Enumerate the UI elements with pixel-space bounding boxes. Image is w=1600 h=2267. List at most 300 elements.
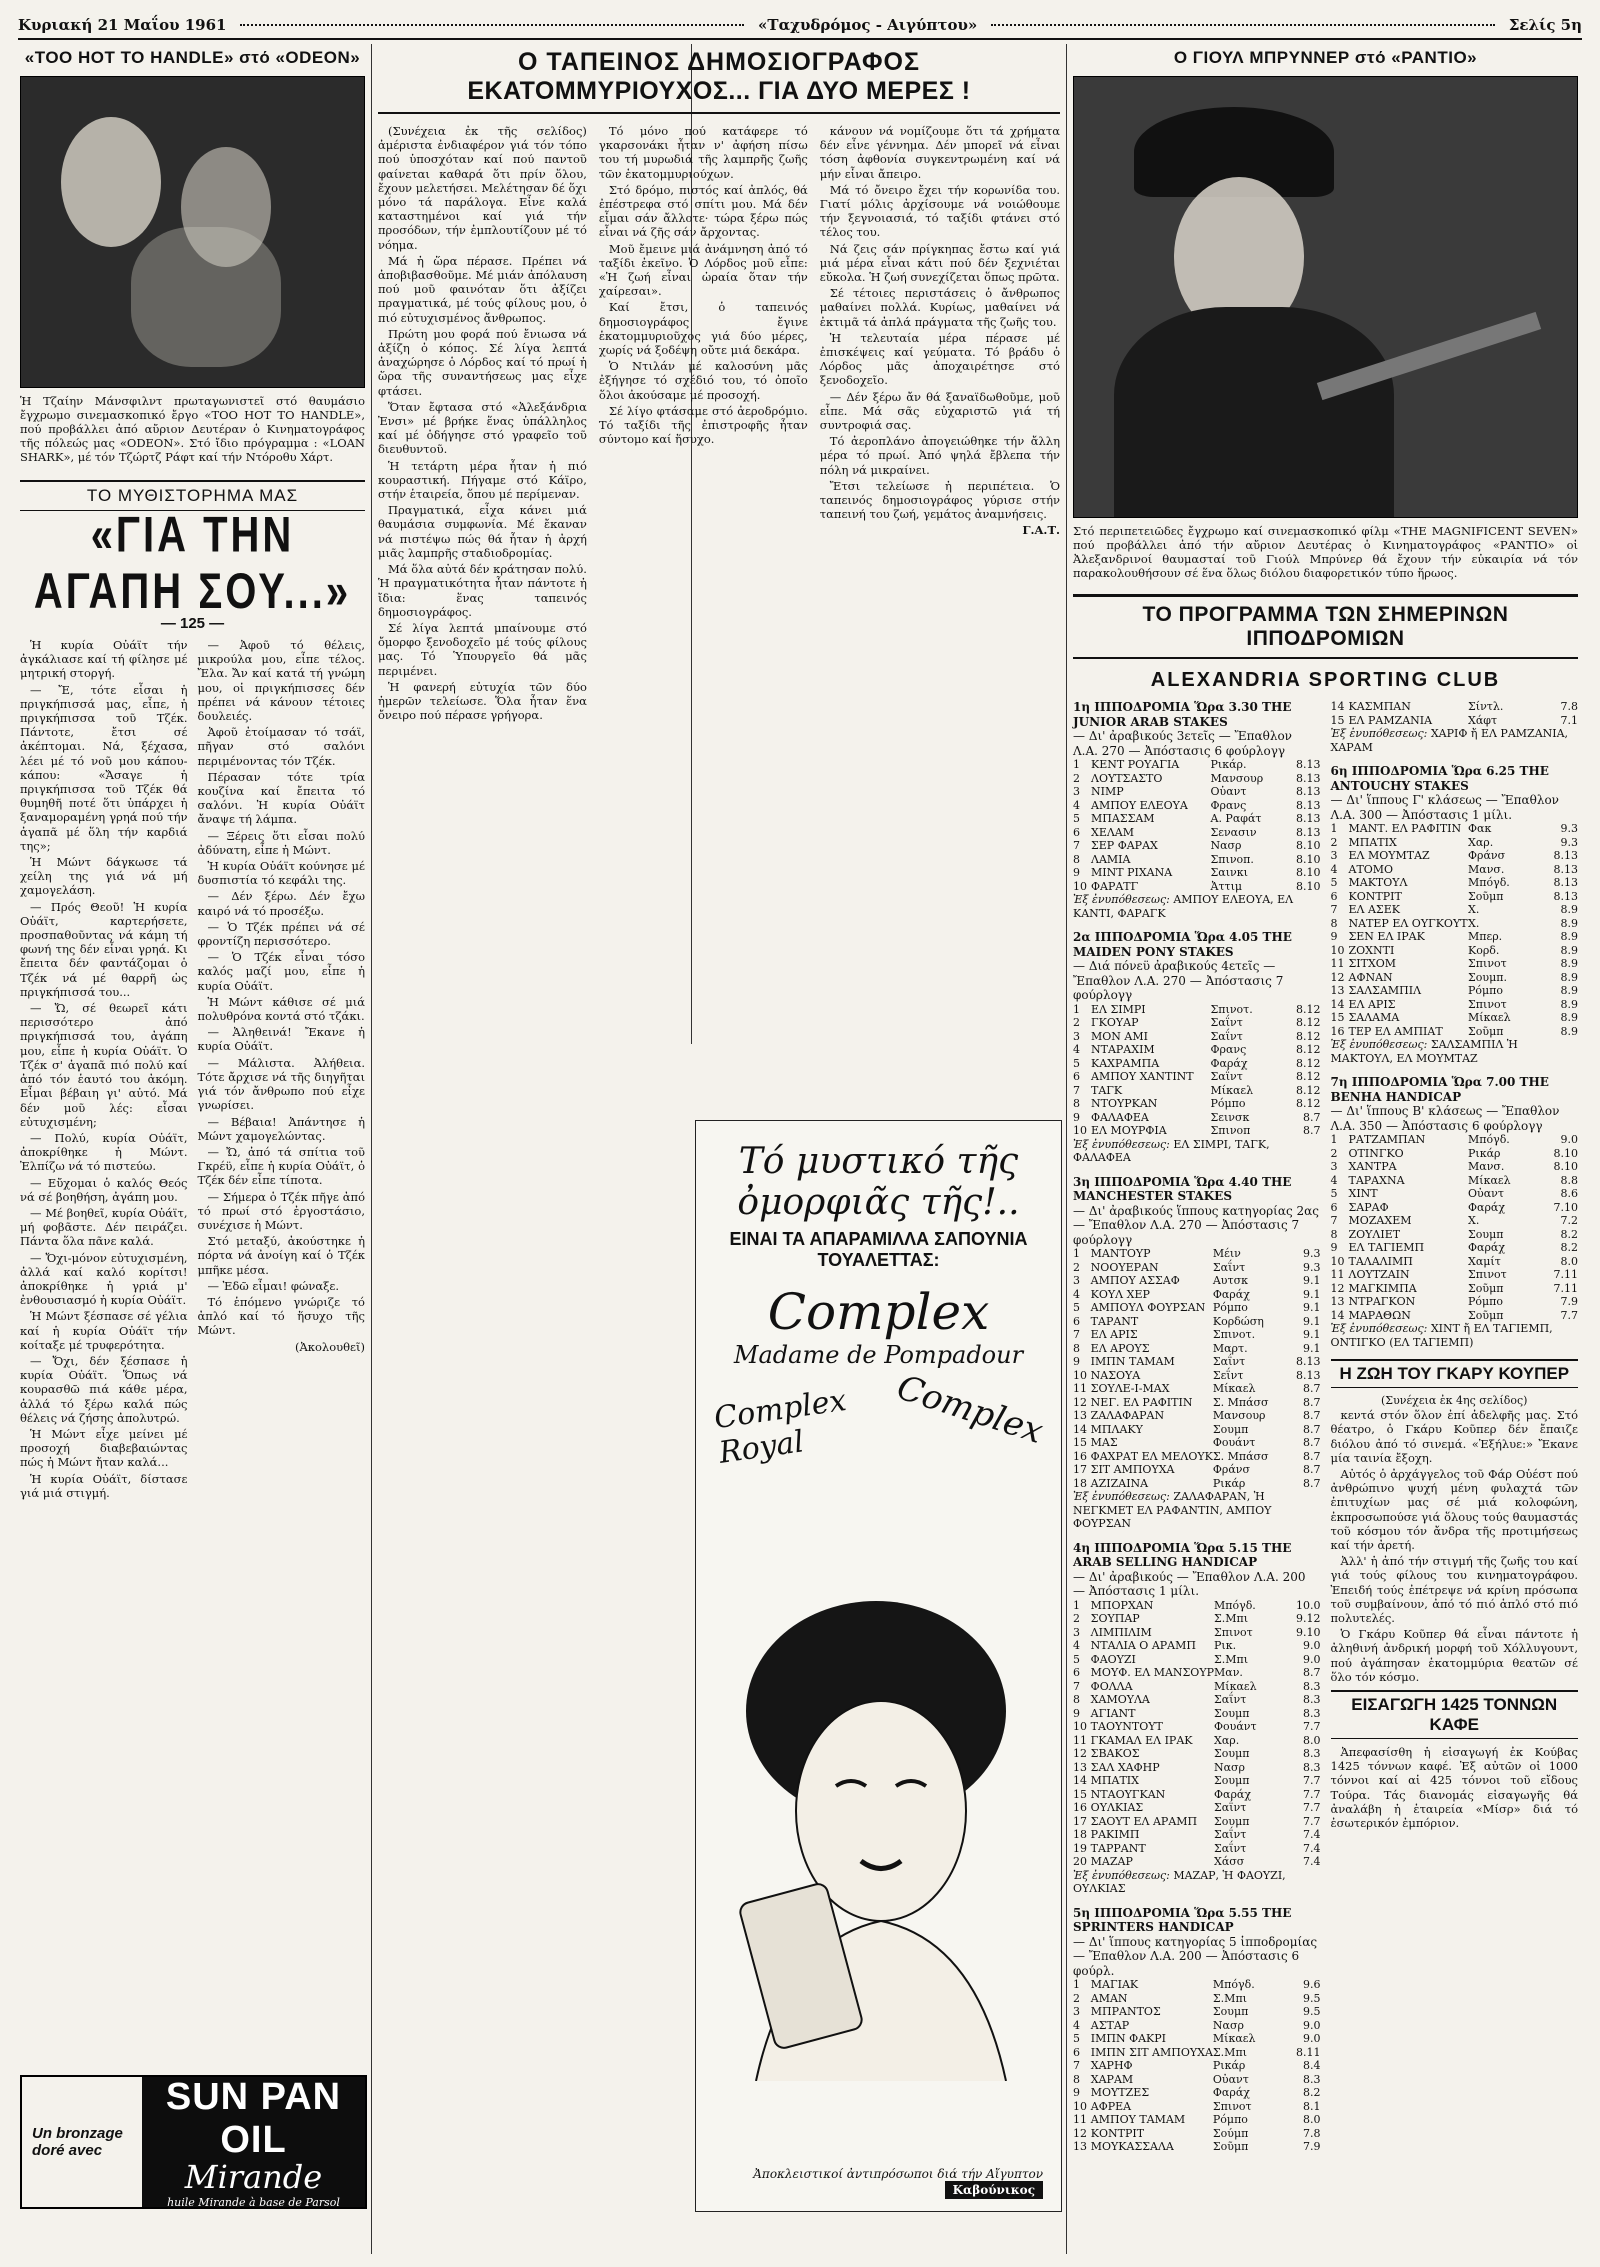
- favorites-value: ΑΜΠΟΥ ΕΛΕΟΥΑ, ΕΛ ΚΑΝΤΙ, ΦΑΡΑΓΚ: [1073, 893, 1294, 920]
- jockey-name: Ρόμπο: [1210, 1097, 1246, 1110]
- races-right-list: [1331, 700, 1579, 1349]
- race-entry-row: [1073, 1043, 1321, 1057]
- horse-name: ΙΜΠΝ ΣΙΤ ΑΜΠΟΥΧΑ: [1090, 2045, 1213, 2059]
- entry-number: 5: [1073, 1652, 1080, 1666]
- jockey-name: Μπόγδ.: [1214, 1598, 1256, 1612]
- serial-paragraph: Ἡ κυρία Οὐάϊτ, δίστασε γιά μιά στιγμή.: [20, 1471, 188, 1500]
- favorites-label: Ἐξ ἐνυπόθεσεως:: [1073, 893, 1174, 906]
- race-entry-row: [1331, 1133, 1579, 1147]
- race-entry-row: [1331, 1228, 1579, 1242]
- race-entries: [1073, 1599, 1321, 1869]
- story-paragraph: Ἡ φανερή εὐτυχία τῶν δύο ἡμερῶν τελείωσε. Ὅλα ἦταν ἕνα ὄνειρο πού πέρασε γρήγορα.: [378, 679, 587, 723]
- race-entry-row: [1073, 1247, 1321, 1261]
- jockey-name: Μίκαελ: [1468, 1173, 1511, 1187]
- jockey-name: Αυτσκ: [1212, 1274, 1248, 1287]
- weight: 7.11: [1553, 1268, 1578, 1281]
- entry-number: 20: [1073, 1855, 1087, 1868]
- race-entry-row: [1073, 2059, 1321, 2073]
- race-entry-row: [1073, 1450, 1321, 1464]
- weight: 8.9: [1560, 916, 1578, 930]
- race-card: [1331, 700, 1579, 754]
- main-story: [378, 48, 1060, 1124]
- jockey-name: Σενασιν: [1210, 825, 1257, 839]
- race-entry-row: [1331, 1160, 1579, 1174]
- column-rule: [1066, 44, 1067, 2254]
- jockey-name: Σοῦμπ: [1468, 889, 1504, 903]
- weight: 8.10: [1296, 852, 1321, 866]
- race-entry-row: [1073, 1815, 1321, 1829]
- favorites-value: ΜΑΖΑΡ, Ἡ ΦΑΟΥΖΙ, ΟΥΛΚΙΑΣ: [1073, 1868, 1286, 1895]
- jockey-name: Φαράχ: [1212, 1287, 1250, 1301]
- story-paragraph: Πραγματικά, εἶχα κάνει μιά θαυμάσια συμφωνία. Μέ ἔκαναν νά πιστέψω πώς θά ἦταν ἡ ἀρχή μιᾶς λαμπρῆς σταδιοδρομίας.: [378, 503, 587, 560]
- race-entry-row: [1073, 1463, 1321, 1477]
- jockey-name: Σίντλ.: [1468, 700, 1504, 713]
- weight: 8.7: [1303, 1409, 1321, 1422]
- jockey-name: Σαΐντ: [1214, 1693, 1247, 1706]
- horse-name: ΝΤΑΛΙΑ Ο ΑΡΑΜΠ: [1090, 1639, 1196, 1652]
- horse-name: ΑΜΠΟΥ ΧΑΝΤΙΝΤ: [1091, 1070, 1194, 1083]
- jockey-name: Α. Ραφάτ: [1210, 812, 1262, 825]
- serial-body: [20, 638, 365, 1768]
- main-headline: [378, 48, 1060, 114]
- horse-name: ΕΛ ΑΡΙΣ: [1090, 1328, 1138, 1341]
- entry-number: 7: [1330, 903, 1338, 916]
- race-entry-row: [1331, 1174, 1579, 1188]
- race-entry-row: [1073, 2127, 1321, 2141]
- race-entry-row: [1073, 2140, 1321, 2154]
- story-paragraph: Καί ἔτσι, ὁ ταπεινός δημοσιογράφος ἔγινε ἑκατομμυριοῦχος γιά δύο μέρες, χωρίς νά ξοδέψη οὔτε μιά δεκάρα.: [598, 300, 808, 358]
- horse-name: ΑΜΠΟΥΛ ΦΟΥΡΣΑΝ: [1090, 1301, 1206, 1314]
- weight: 8.0: [1560, 1254, 1578, 1268]
- jockey-name: Σ.Μπι: [1214, 1612, 1249, 1625]
- entry-number: 3: [1073, 785, 1080, 798]
- weight: 7.4: [1303, 1855, 1321, 1868]
- horse-name: ΑΤΟΜΟ: [1348, 862, 1394, 876]
- serial-continued: (Ἀκολουθεῖ): [295, 1339, 365, 1354]
- horse-name: ΚΑΣΜΠΑΝ: [1348, 700, 1411, 713]
- horse-name: ΤΑΟΥΝΤΟΥΤ: [1090, 1720, 1163, 1733]
- weight: 8.13: [1296, 812, 1321, 825]
- ad-brand: SUN PAN OIL: [165, 2075, 342, 2161]
- weight: 8.9: [1560, 943, 1578, 957]
- horse-name: ΚΑΧΡΑΜΠΑ: [1091, 1056, 1160, 1070]
- race-entry-row: [1073, 1070, 1321, 1084]
- favorites-value: ΧΙΝΤ ἤ ΕΛ ΤΑΓΙΕΜΠ, ΟΝΤΙΓΚΟ (ΕΛ ΤΑΓΙΕΜΠ): [1330, 1322, 1553, 1349]
- weight: 8.9: [1560, 1011, 1578, 1024]
- weight: 8.2: [1560, 1227, 1578, 1241]
- odeon-caption: Ἡ Τζαίην Μάνσφιλντ πρωταγωνιστεῖ στό θαυμάσιο ἔγχρωμο σινεμασκοπικό ἔργο «TOO HOT TO HANDLE», πού προβάλλει ἀπό αὔριον Δευτέραν ὁ Κινηματογράφος τῆς πόλεώς μας «ODEON». Στό ἴδιο πρόγραμμα : «LOAN SHARK», μέ τόν Τζώρτζ Ράφτ καί τήν Ντόροθυ Χάρτ.: [20, 394, 365, 464]
- horse-name: ΜΑΝΤ. ΕΛ ΡΑΦΙΤΙΝ: [1348, 822, 1462, 835]
- weight: 8.1: [1303, 2099, 1321, 2113]
- gary-cooper-body: [1331, 1408, 1579, 1684]
- race-entry-row: [1331, 700, 1579, 714]
- entry-number: 8: [1073, 852, 1080, 866]
- entry-number: 1: [1330, 1133, 1338, 1146]
- column-1: [20, 48, 365, 1768]
- horse-name: ΧΙΝΤ: [1348, 1187, 1378, 1200]
- weight: 8.13: [1296, 771, 1321, 785]
- jockey-name: Σούμπ: [1212, 2126, 1249, 2140]
- weight: 7.8: [1303, 2126, 1321, 2140]
- radio-headline: Ο ΓΙΟΥΛ ΜΠΡΥΝΝΕΡ στό «ΡΑΝΤΙΟ»: [1173, 48, 1478, 67]
- horse-name: ΜΠΑΣΣΑΜ: [1091, 812, 1155, 825]
- jockey-name: Φράνσ: [1468, 849, 1506, 862]
- race-entry-row: [1073, 1788, 1321, 1802]
- story-paragraph: Μά τό ὄνειρο ἔχει τήν κορωνίδα του. Γιατί μόλις ἀρχίσουμε νά νοιώθουμε τήν ξεγνοιασιά, τό ταξίδι φτάνει στό τέλος του.: [819, 182, 1060, 240]
- story-paragraph: Τό μόνο πού κατάφερε τό γκαρσονάκι ἦταν ν' ἀφήση πίσω του τή μυρωδιά τῆς λαμπρῆς ζωῆς τῶν ἑκατομμυριούχων.: [598, 124, 808, 181]
- race-entry-row: [1331, 849, 1579, 863]
- race-entry-row: [1073, 880, 1321, 894]
- story-paragraph: — Δέν ξέρω ἄν θά ξαναϊδωθοῦμε, μοῦ εἶπε. Μά σᾶς εὐχαριστῶ γιά τή συντροφιά σας.: [819, 389, 1060, 433]
- horse-name: ΣΟΥΠΑΡ: [1090, 1612, 1140, 1625]
- jockey-name: Χάφτ: [1468, 713, 1498, 727]
- jockey-name: Ρικάρ.: [1210, 758, 1247, 771]
- race-entries: [1331, 822, 1579, 1038]
- race-entry-row: [1073, 812, 1321, 826]
- jockey-name: Φαράχ: [1210, 1056, 1248, 1070]
- race-heading: 1η ΙΠΠΟΔΡΟΜΙΑ Ὥρα 3.30 THE JUNIOR ARAB STAKES: [1073, 700, 1292, 729]
- horse-name: ΙΜΠΝ ΦΑΚΡΙ: [1090, 2032, 1167, 2045]
- jockey-name: Μίκαελ: [1468, 1011, 1511, 1024]
- horse-name: ΜΠΟΡΧΑΝ: [1090, 1598, 1154, 1612]
- entry-number: 10: [1330, 1254, 1345, 1268]
- races-left-column: [1073, 700, 1321, 2164]
- jockey-name: Σπινοτ: [1214, 1625, 1253, 1639]
- jockey-name: Σαΐντ: [1214, 1841, 1247, 1855]
- story-paragraph: Ὁ Ντιλάν μέ καλοσύνη μᾶς ἐξήγησε τό σχέδιό του, τό ὁποῖο ὅλοι ἀκούσαμε μέ προσοχή.: [598, 359, 808, 402]
- race-entry-row: [1331, 714, 1579, 728]
- jockey-name: Σπινοπ: [1210, 1124, 1251, 1137]
- favorites-value: ΣΑΛΣΑΜΠΙΛ Ἡ ΜΑΚΤΟΥΛ, ΕΛ ΜΟΥΜΤΑΖ: [1330, 1038, 1518, 1065]
- entry-number: 11: [1330, 1268, 1345, 1281]
- race-entry-row: [1073, 1369, 1321, 1383]
- horse-name: ΝΙΜΡ: [1091, 785, 1124, 798]
- jockey-name: Σοῦμπ: [1212, 2140, 1249, 2153]
- entry-number: 8: [1330, 916, 1338, 930]
- jockey-name: Σουμπ: [1214, 1747, 1250, 1760]
- horse-name: ΦΑΛΑΦΕΑ: [1091, 1110, 1149, 1124]
- race-entries: [1073, 1003, 1321, 1138]
- race-entry-row: [1073, 1680, 1321, 1694]
- weight: 9.12: [1296, 1612, 1321, 1625]
- ad-subline: ΕΙΝΑΙ ΤΑ ΑΠΑΡΑΜΙΛΛΑ ΣΑΠΟΥΝΙΑ ΤΟΥΑΛΕΤΤΑΣ:: [729, 1229, 1028, 1270]
- story-column-c: [820, 124, 1060, 1124]
- story-paragraph: Ἔτσι τελείωσε ἡ περιπέτεια. Ὁ ταπεινός δημοσιογράφος γύρισε στήν ταπεινή του ζωή, γεμάτος ἀναμνήσεις.: [819, 478, 1060, 522]
- story-paragraph: Μά ἡ ὥρα πέρασε. Πρέπει νά ἀποβιβασθοῦμε. Μέ μιάν ἀπόλαυση πού μοῦ φαινόταν ὅτι ἀξίζει πραγματικά, μέ τούς φίλους μου, ὁ πιό εὐτυχισμένος ἄνθρωπος.: [378, 253, 587, 325]
- story-paragraph: Ἡ τετάρτη μέρα ἦταν ἡ πιό κουραστική. Πήγαμε στό Κάϊρο, στήν ἑταιρεία, ὅπου μέ περίμεναν.: [378, 458, 587, 502]
- horse-name: ΑΦΝΑΝ: [1348, 970, 1393, 984]
- jockey-name: Οὐαντ: [1468, 1187, 1504, 1200]
- serial-paragraph: — Πρός Θεοῦ! Ἡ κυρία Οὐάϊτ, καρτερήσετε, προσπαθοῦντας νά κάμη τή φωνή της δέν εἶναι γρηά. Κι ἔπειτα δέν φαντάζομαι ὁ Τζέκ νά μέ θαρρῆ ὡς πριγκήπισσά του...: [20, 899, 188, 999]
- weight: 8.9: [1560, 930, 1578, 943]
- serial-number: — 125 —: [160, 615, 225, 632]
- race-favorites: [1073, 893, 1321, 920]
- jockey-name: Ρόμπο: [1468, 1295, 1504, 1308]
- horse-name: ΣΙΤΧΟΜ: [1348, 957, 1397, 970]
- weight: 9.10: [1296, 1625, 1321, 1639]
- race-entry-row: [1073, 1274, 1321, 1288]
- horse-name: ΣΑΛ ΧΑΦΗΡ: [1090, 1760, 1160, 1774]
- horse-name: ΤΕΡ ΕΛ ΑΜΠΙΑΤ: [1348, 1024, 1443, 1038]
- weight: 8.9: [1560, 970, 1578, 984]
- horse-name: ΚΕΝΤ ΡΟΥΑΓΙΑ: [1091, 758, 1180, 771]
- entry-number: 1: [1073, 1598, 1080, 1612]
- race-entry-row: [1331, 1255, 1579, 1269]
- horse-name: ΦΑΧΡΑΤ ΕΛ ΜΕΛΟΥΚ: [1090, 1449, 1213, 1463]
- race-entry-row: [1073, 1124, 1321, 1138]
- race-card: [1073, 1175, 1321, 1531]
- entry-number: 1: [1330, 822, 1338, 835]
- favorites-label: Ἐξ ἐνυπόθεσεως:: [1330, 1322, 1431, 1335]
- race-entry-row: [1073, 2032, 1321, 2046]
- weight: 8.12: [1296, 1083, 1321, 1097]
- story-paragraph: Μοῦ ἔμεινε μιά ἀνάμνηση ἀπό τό ταξίδι ἐκεῖνο. Ὁ Λόρδος μοῦ εἶπε: «Ἡ ζωή εἶναι ὡραία ὅταν τήν χαίρεσαι».: [598, 241, 808, 299]
- race-conditions: — Δι' ἀραβικούς — Ἔπαθλον Λ.Α. 200 — Ἀπόστασις 1 μίλι.: [1073, 1569, 1306, 1598]
- serial-kicker: ΤΟ ΜΥΘΙΣΤΟΡΗΜΑ ΜΑΣ: [20, 480, 365, 511]
- entry-number: 5: [1073, 2032, 1080, 2045]
- horse-name: ΤΑΡΡΑΝΤ: [1090, 1841, 1146, 1855]
- jockey-name: Φρανς: [1210, 798, 1247, 812]
- entry-number: 14: [1330, 1308, 1345, 1322]
- jockey-name: Φαράχ: [1468, 1200, 1506, 1214]
- race-heading: 7η ΙΠΠΟΔΡΟΜΙΑ Ὥρα 7.00 THE BENHA HANDICAP: [1330, 1075, 1549, 1104]
- horse-name: ΓΚΟΥΑΡ: [1091, 1016, 1139, 1029]
- jockey-name: Σεινσκ: [1210, 1110, 1250, 1124]
- horse-name: ΜΠΑΤΙΧ: [1348, 835, 1397, 849]
- horse-name: ΜΙΝΤ ΡΙΧΑΝΑ: [1091, 866, 1173, 879]
- entry-number: 15: [1330, 1011, 1345, 1024]
- jockey-name: Μαν.: [1214, 1666, 1243, 1679]
- race-card: [1331, 1075, 1579, 1349]
- weight: 8.3: [1303, 2072, 1321, 2086]
- jockey-name: Σαΐντ: [1210, 1016, 1243, 1029]
- horse-name: ΟΤΙΝΓΚΟ: [1348, 1146, 1404, 1160]
- race-entry-row: [1073, 1016, 1321, 1030]
- jockey-name: Μίκαελ: [1214, 1679, 1257, 1693]
- weight: 8.3: [1303, 1747, 1321, 1760]
- weight: 7.10: [1553, 1200, 1578, 1214]
- woman-illustration: [696, 1561, 1061, 2081]
- weight: 8.9: [1560, 1024, 1578, 1038]
- entry-number: 13: [1073, 1760, 1087, 1774]
- jockey-name: Μανσ.: [1468, 862, 1505, 876]
- coffee-title: ΕΙΣΑΓΩΓΗ 1425 ΤΟΝΝΩΝ ΚΑΦΕ: [1331, 1690, 1579, 1739]
- entry-number: 13: [1073, 2140, 1087, 2153]
- horse-name: ΜΟΖΑΧΕΜ: [1348, 1214, 1412, 1227]
- entry-number: 9: [1073, 1706, 1080, 1720]
- horse-name: ΕΛ ΡΑΜΖΑΝΙΑ: [1348, 713, 1433, 727]
- horse-name: ΧΕΛΑΜ: [1091, 825, 1135, 839]
- jockey-name: Φακ: [1468, 822, 1492, 835]
- story-paragraph: Μά ὅλα αὐτά δέν κράτησαν πολύ. Ἡ πραγματικότητα ἦταν πάντοτε ἡ ἴδια: ἕνας ταπεινός δημοσιογράφος.: [378, 562, 587, 619]
- entry-number: 7: [1330, 1214, 1338, 1227]
- jockey-name: Σ.Μπι: [1212, 1991, 1247, 2005]
- jockey-name: Σεΐντ: [1212, 1368, 1244, 1382]
- race-entry-row: [1331, 1147, 1579, 1161]
- horse-name: ΙΜΠΝ ΤΑΜΑΜ: [1090, 1355, 1175, 1368]
- race-entries: [1073, 758, 1321, 893]
- weight: 8.0: [1303, 2113, 1321, 2126]
- entry-number: 3: [1330, 1160, 1338, 1173]
- entry-number: 5: [1330, 876, 1338, 889]
- weight: 9.3: [1560, 822, 1578, 835]
- entry-number: 14: [1330, 700, 1345, 713]
- ad-brand-royal: Complex Royal: [711, 1382, 849, 1471]
- race-entry-row: [1331, 998, 1579, 1012]
- weight: 8.12: [1296, 1056, 1321, 1070]
- jockey-name: Χ.: [1468, 1214, 1480, 1227]
- entry-number: 16: [1330, 1024, 1345, 1038]
- ad-script: Mirande: [184, 2157, 323, 2196]
- horse-name: ΜΑΡΑΘΩΝ: [1348, 1308, 1411, 1322]
- weight: 9.1: [1303, 1328, 1321, 1341]
- jockey-name: Φρανς: [1210, 1043, 1247, 1056]
- weight: 9.0: [1560, 1133, 1578, 1146]
- serial-paragraph: Ἡ κυρία Οὐάϊτ κούνησε μέ δυσπιστία τό κεφάλι της.: [197, 859, 365, 888]
- race-entry-row: [1073, 1774, 1321, 1788]
- entry-number: 2: [1330, 1146, 1338, 1160]
- jockey-name: Σπινοτ: [1468, 957, 1507, 970]
- race-entry-row: [1331, 863, 1579, 877]
- jockey-name: Σαΐντ: [1214, 1828, 1247, 1841]
- horse-name: ΡΑΚΙΜΠ: [1090, 1828, 1140, 1841]
- entry-number: 12: [1330, 1281, 1345, 1295]
- entry-number: 16: [1073, 1449, 1087, 1463]
- gary-cooper-sub: (Συνέχεια ἐκ 4ης σελίδος): [1381, 1394, 1528, 1407]
- jockey-name: Οὐαντ: [1212, 2072, 1249, 2086]
- entry-number: 6: [1073, 825, 1080, 839]
- serial-paragraph: — Ὁ Τζέκ εἶναι τόσο καλός μαζί μου, εἶπε ἡ κυρία Οὐάϊτ.: [197, 950, 365, 993]
- weight: 8.10: [1553, 1146, 1578, 1160]
- serial-paragraph: — Σήμερα ὁ Τζέκ πῆγε ἀπό τό πρωί στό ἐργοστάσιο, συνέχισε ἡ Μώντ.: [197, 1189, 365, 1232]
- gary-paragraph: κεντά στόν ὅλον ἐπί ἀδελφῆς μας. Στό θέατρο, ὁ Γκάρυ Κοῦπερ δέν ἔπαιζε διόλου ἀπό τό σινεμά. «Ἐξήλυε:» Ἔκανε μία ταινία ἔξοχη.: [1330, 1408, 1578, 1465]
- coffee-body: [1331, 1745, 1579, 1830]
- entry-number: 12: [1330, 970, 1345, 984]
- race-entry-row: [1073, 1261, 1321, 1275]
- jockey-name: Σπινοτ.: [1212, 1328, 1256, 1341]
- race-entry-row: [1331, 1309, 1579, 1323]
- horse-name: ΑΜΠΟΥ ΑΣΣΑΦ: [1090, 1274, 1180, 1287]
- horse-name: ΜΑΓΚΙΜΠΑ: [1348, 1281, 1417, 1295]
- race-entry-row: [1073, 1626, 1321, 1640]
- jockey-name: Σουμπ: [1214, 1706, 1250, 1720]
- entry-number: 13: [1330, 1295, 1345, 1308]
- jockey-name: Ἀττιμ: [1210, 879, 1243, 893]
- entry-number: 1: [1073, 1247, 1080, 1260]
- ad-sub: huile Mirande à base de Parsol: [167, 2195, 340, 2209]
- jockey-name: Σουμπ: [1212, 1422, 1249, 1436]
- weight: 8.2: [1560, 1241, 1578, 1254]
- horse-name: ΑΖΙΖΑΙΝΑ: [1090, 1476, 1149, 1490]
- entry-number: 6: [1073, 1314, 1080, 1328]
- page-number: Σελίς 5η: [1508, 16, 1583, 34]
- horse-name: ΑΜΠΟΥ ΕΛΕΟΥΑ: [1091, 798, 1188, 812]
- serial-paragraph: Ἡ Μώντ κάθισε σέ μιά πολυθρόνα κοντά στό τζάκι.: [197, 994, 365, 1024]
- horse-name: ΧΑΝΤΡΑ: [1348, 1160, 1397, 1173]
- jockey-name: Σουμπ: [1214, 1774, 1250, 1787]
- story-paragraph: Στό δρόμο, πιστός καί ἀπλός, θά ἐπέστρεφα στό σπίτι μου. Μά δέν εἶμαι σάν ἄλλοτε· τώρα ξέρω πώς εἶναι νά ζῆς σάν ἄρχοντας.: [598, 182, 808, 240]
- weight: 8.10: [1296, 839, 1321, 852]
- story-paragraph: Ἡ τελευταία μέρα πέρασε μέ ἐπισκέψεις καί γεύματα. Τό βράδυ ὁ Λόρδος μᾶς ἀποχαιρέτησε στό ξενοδοχεῖο.: [819, 330, 1060, 388]
- weight: 8.13: [1296, 1368, 1321, 1382]
- horse-name: ΝΕΓ. ΕΛ ΡΑΦΙΤΙΝ: [1090, 1395, 1193, 1409]
- story-paragraph: Νά ζεις σάν πρίγκηπας ἔστω καί γιά μιά μέρα εἶναι κάτι πού δέν ξεχνιέται εὔκολα. Ἡ ζωή συνεχίζεται ὅπως πρῶτα.: [819, 241, 1060, 285]
- race-entry-row: [1331, 984, 1579, 998]
- horse-name: ΛΙΜΠΙΛΙΜ: [1090, 1625, 1152, 1639]
- race-card: [1073, 1906, 1321, 2154]
- weight: 7.11: [1553, 1281, 1578, 1295]
- race-entry-row: [1073, 2100, 1321, 2114]
- favorites-value: ΕΛ ΣΙΜΡΙ, ΤΑΓΚ, ΦΑΛΑΦΕΑ: [1073, 1137, 1270, 1164]
- serial-paragraph: — Ἐδῶ εἶμαι! φώναξε.: [207, 1278, 340, 1293]
- weight: 8.8: [1560, 1173, 1578, 1187]
- weight: 7.7: [1303, 1720, 1321, 1733]
- jockey-name: Χαρ.: [1214, 1733, 1240, 1747]
- weight: 9.6: [1303, 1978, 1321, 1991]
- weight: 8.3: [1303, 1693, 1321, 1706]
- race-entry-row: [1073, 1599, 1321, 1613]
- favorites-value: ΧΑΡΙΦ ἤ ΕΛ ΡΑΜΖΑΝΙΑ, ΧΑΡΑΜ: [1330, 727, 1569, 754]
- weight: 8.12: [1296, 1070, 1321, 1083]
- entry-number: 9: [1073, 2086, 1080, 2099]
- serial-right-column: [198, 638, 366, 1768]
- race-heading: 6η ΙΠΠΟΔΡΟΜΙΑ Ὥρα 6.25 THE ANTOUCHY STAKES: [1330, 764, 1549, 793]
- race-entry-row: [1073, 1734, 1321, 1748]
- jockey-name: Σαΐντ: [1210, 1029, 1243, 1043]
- entry-number: 14: [1073, 1774, 1087, 1787]
- race-entry-row: [1073, 1409, 1321, 1423]
- entry-number: 7: [1073, 1083, 1080, 1097]
- jockey-name: Χ.: [1468, 903, 1480, 916]
- sun-pan-oil-ad: [20, 2075, 367, 2209]
- horse-name: ΑΓΙΑΝΤ: [1090, 1706, 1136, 1720]
- serial-paragraph: — Ὤ, ἀπό τά σπίτια τοῦ Γκρέϋ, εἶπε ἡ κυρία Οὐάϊτ, ὁ Τζέκ δέν εἶπε τίποτα.: [197, 1144, 365, 1188]
- jockey-name: Φαράχ: [1212, 2086, 1250, 2099]
- weight: 8.9: [1560, 903, 1578, 916]
- serial-paragraph: — Βέβαια! Ἀπάντησε ἡ Μώντ χαμογελώντας.: [197, 1114, 365, 1143]
- jockey-name: Μανσ.: [1468, 1160, 1505, 1173]
- race-entry-row: [1331, 944, 1579, 958]
- race-entry-row: [1073, 758, 1321, 772]
- race-entry-row: [1073, 1355, 1321, 1369]
- entry-number: 8: [1073, 1097, 1080, 1110]
- race-favorites: [1073, 1869, 1321, 1896]
- race-entry-row: [1073, 772, 1321, 786]
- entry-number: 12: [1073, 2126, 1087, 2140]
- entry-number: 8: [1073, 2072, 1080, 2086]
- entry-number: 11: [1073, 2113, 1087, 2126]
- odeon-photo: [20, 76, 365, 388]
- race-card: [1073, 1541, 1321, 1896]
- horse-name: ΝΟΟΥΕΡΑΝ: [1090, 1260, 1159, 1274]
- ad-distributor-brand: Καβούνικος: [945, 2181, 1043, 2199]
- weight: 8.3: [1303, 1706, 1321, 1720]
- entry-number: 11: [1330, 957, 1345, 970]
- weight: 9.3: [1560, 835, 1578, 849]
- serial-paragraph: Ἡ Μώντ δάγκωσε τά χείλη της γιά νά μή χαμογελάση.: [20, 855, 188, 898]
- jockey-name: Φαράχ: [1214, 1787, 1252, 1801]
- masthead-rule: [240, 24, 744, 26]
- race-entry-row: [1073, 839, 1321, 853]
- race-conditions: — Δι' ἀραβικούς ἵππους κατηγορίας 2ας — Ἔπαθλον Λ.Α. 270 — Ἀπόστασις 7 φούρλογγ: [1073, 1203, 1319, 1247]
- race-entry-row: [1073, 1992, 1321, 2006]
- jockey-name: Σαινκι: [1210, 866, 1248, 879]
- race-entry-row: [1073, 1747, 1321, 1761]
- horse-name: ΝΤΟΥΡΚΑΝ: [1091, 1097, 1158, 1110]
- ad-product-name: Madame de Pompadour: [733, 1341, 1024, 1369]
- weight: 8.7: [1303, 1382, 1321, 1395]
- story-paragraph: (Συνέχεια ἐκ τῆς σελίδος) ἀμέριστα ἐνδιαφέρον γιά τόν τόπο πού ὑποσχόταν καί πού παντοῦ φαίνεται καθαρά ὅτι πρίν ὅλου, ἔχουν μελετήσει. Μελέτησαν δέ ὅχι μόνο τά παράλογα. Εἶνε καλά καταστημένοι καί γιά τήν προσόδων, τήν ἐμπλουτίζουν μέ τό νόημα.: [378, 124, 587, 252]
